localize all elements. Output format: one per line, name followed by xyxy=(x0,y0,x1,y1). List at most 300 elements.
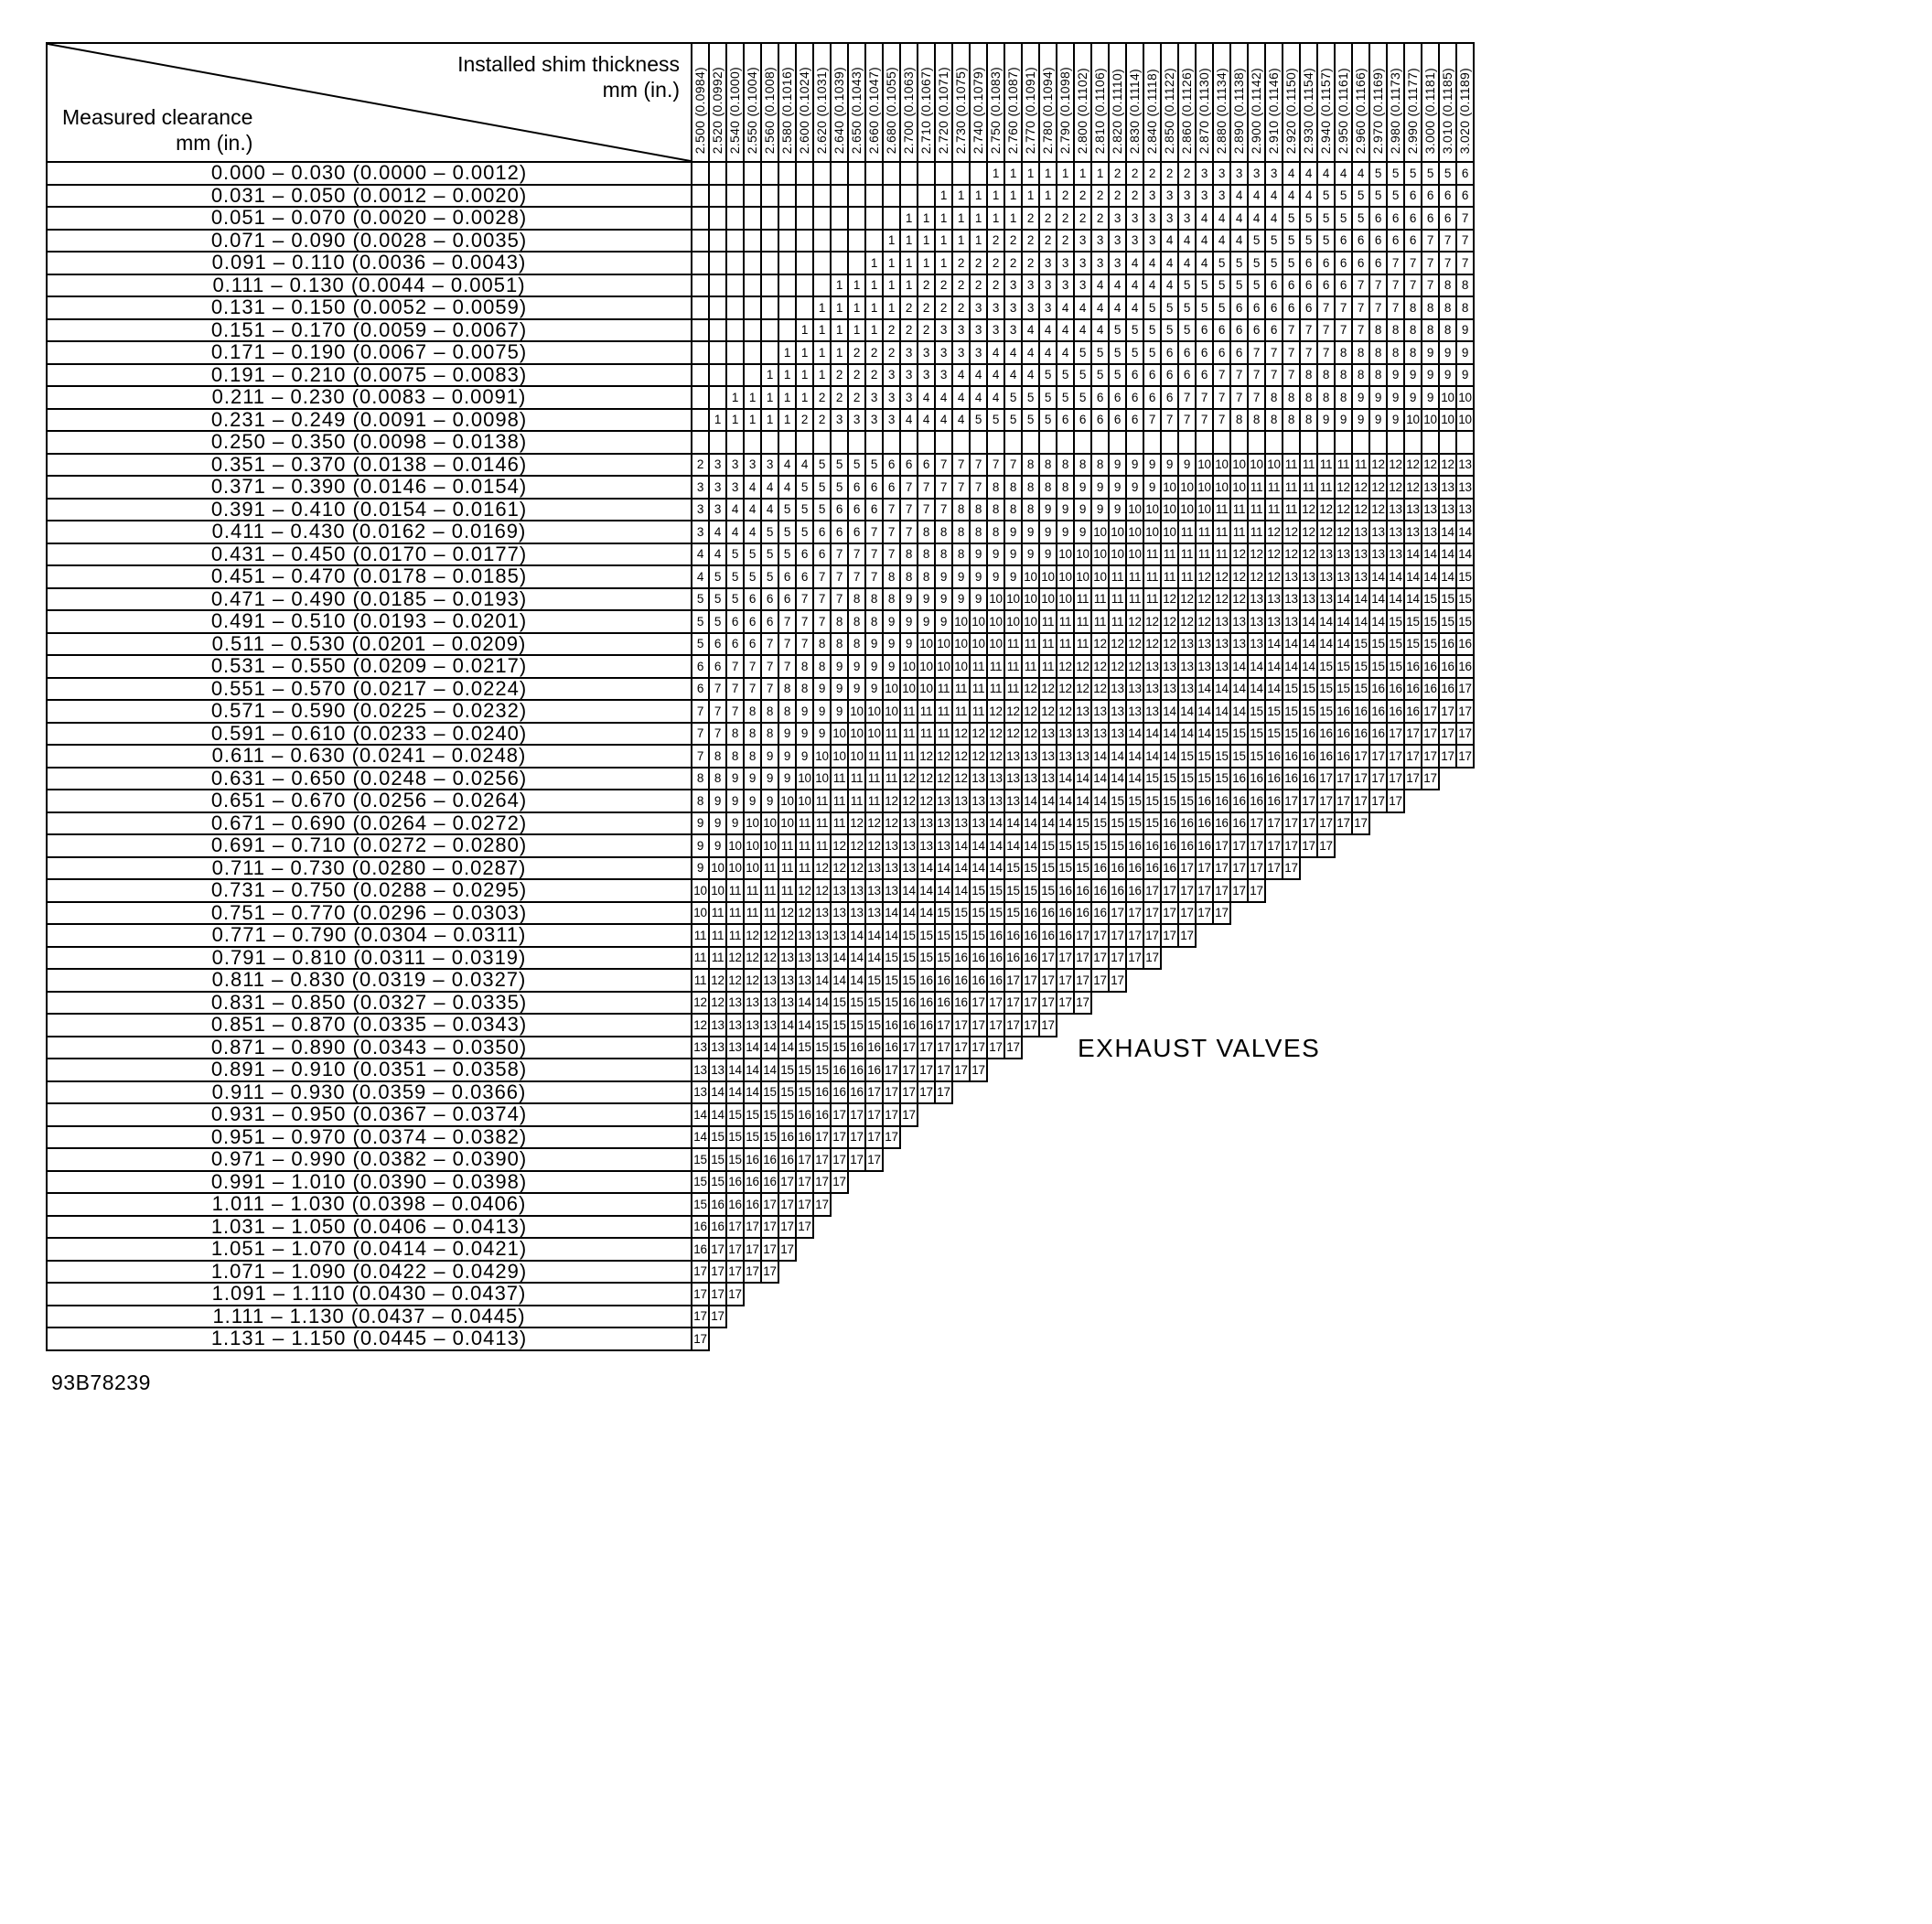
shim-number-cell: 12 xyxy=(1369,499,1387,521)
shim-number-cell: 16 xyxy=(1439,655,1456,678)
empty-region-cell xyxy=(813,1306,831,1328)
empty-region-cell xyxy=(1387,1014,1404,1037)
shim-number-cell: 13 xyxy=(1074,700,1091,723)
shim-number-cell: 12 xyxy=(970,745,987,768)
shim-number-cell: 16 xyxy=(918,969,935,992)
shim-number-cell: 4 xyxy=(1109,274,1126,297)
shim-number-cell: 17 xyxy=(1004,1037,1022,1059)
shim-number-cell xyxy=(848,162,865,185)
shim-number-cell: 7 xyxy=(709,700,726,723)
empty-region-cell xyxy=(1109,1081,1126,1104)
shim-number-cell: 7 xyxy=(935,476,952,499)
table-row xyxy=(47,409,1474,432)
empty-region-cell xyxy=(726,1306,744,1328)
table-row xyxy=(47,162,1474,185)
shim-number-cell: 11 xyxy=(726,879,744,902)
shim-number-cell: 15 xyxy=(1369,655,1387,678)
shim-number-cell: 12 xyxy=(848,834,865,857)
shim-number-cell: 10 xyxy=(796,768,813,790)
shim-number-cell: 17 xyxy=(1317,768,1335,790)
shim-number-cell: 12 xyxy=(1404,454,1422,477)
shim-number-cell: 8 xyxy=(1369,319,1387,342)
shim-number-cell xyxy=(1004,431,1022,454)
shim-thickness-header xyxy=(1456,43,1474,162)
empty-region-cell xyxy=(1369,1037,1387,1059)
shim-number-cell: 9 xyxy=(726,812,744,835)
shim-number-cell: 2 xyxy=(1039,230,1057,253)
shim-number-cell: 5 xyxy=(848,454,865,477)
shim-number-cell: 11 xyxy=(883,768,900,790)
shim-number-cell: 17 xyxy=(1352,768,1369,790)
shim-number-cell: 11 xyxy=(883,745,900,768)
empty-region-cell xyxy=(918,1126,935,1149)
shim-number-cell: 7 xyxy=(813,565,831,588)
shim-thickness-header xyxy=(1439,43,1456,162)
empty-region-cell xyxy=(1074,1327,1091,1350)
shim-number-cell xyxy=(1196,431,1213,454)
empty-region-cell xyxy=(1022,1306,1039,1328)
shim-number-cell: 9 xyxy=(1422,341,1439,364)
shim-number-cell: 10 xyxy=(813,745,831,768)
shim-number-cell: 15 xyxy=(1230,745,1248,768)
shim-number-cell: 15 xyxy=(935,947,952,970)
empty-region-cell xyxy=(1456,992,1474,1015)
empty-region-cell xyxy=(883,1216,900,1239)
shim-number-cell: 9 xyxy=(1387,386,1404,409)
shim-number-cell: 13 xyxy=(1335,543,1352,566)
empty-region-cell xyxy=(918,1306,935,1328)
shim-number-cell: 14 xyxy=(1022,834,1039,857)
shim-number-cell: 5 xyxy=(1300,207,1317,230)
empty-region-cell xyxy=(1213,1171,1230,1194)
shim-number-cell: 10 xyxy=(744,834,761,857)
shim-number-cell: 4 xyxy=(692,543,709,566)
empty-region-cell xyxy=(1352,1103,1369,1126)
shim-number-cell: 17 xyxy=(1404,745,1422,768)
shim-number-cell: 17 xyxy=(1161,902,1178,925)
empty-region-cell xyxy=(1369,1126,1387,1149)
shim-number-cell xyxy=(709,162,726,185)
shim-number-cell: 1 xyxy=(813,341,831,364)
shim-number-cell: 6 xyxy=(761,610,778,633)
empty-region-cell xyxy=(1022,1171,1039,1194)
shim-number-cell: 13 xyxy=(1178,655,1196,678)
shim-number-cell: 13 xyxy=(1213,655,1230,678)
shim-number-cell: 13 xyxy=(744,992,761,1015)
shim-number-cell: 16 xyxy=(1143,857,1161,880)
clearance-range-cell: 0.211 – 0.230 (0.0083 – 0.0091) xyxy=(47,386,692,409)
shim-number-cell: 6 xyxy=(709,633,726,656)
shim-number-cell xyxy=(744,364,761,387)
clearance-range-cell: 1.051 – 1.070 (0.0414 – 0.0421) xyxy=(47,1238,692,1261)
shim-number-cell: 13 xyxy=(1143,678,1161,701)
shim-thickness-header-text: 2.650 (0.1043) xyxy=(849,66,864,154)
shim-thickness-header-text: 2.620 (0.1031) xyxy=(814,66,829,154)
shim-number-cell: 16 xyxy=(1196,812,1213,835)
shim-number-cell xyxy=(726,207,744,230)
empty-region-cell xyxy=(1439,857,1456,880)
shim-thickness-header-text: 2.720 (0.1071) xyxy=(936,66,950,154)
shim-number-cell: 17 xyxy=(1283,812,1300,835)
shim-number-cell: 6 xyxy=(1422,185,1439,208)
shim-thickness-header-text: 2.870 (0.1130) xyxy=(1197,67,1211,154)
empty-region-cell xyxy=(1439,1238,1456,1261)
shim-number-cell: 17 xyxy=(1404,723,1422,746)
shim-number-cell: 15 xyxy=(1300,678,1317,701)
empty-region-cell xyxy=(1161,1283,1178,1306)
shim-number-cell: 15 xyxy=(726,1148,744,1171)
shim-number-cell xyxy=(796,274,813,297)
shim-number-cell: 16 xyxy=(744,1171,761,1194)
shim-number-cell: 14 xyxy=(883,902,900,925)
shim-number-cell: 1 xyxy=(1039,162,1057,185)
empty-region-cell xyxy=(1022,1059,1039,1081)
shim-thickness-header-text: 2.740 (0.1079) xyxy=(971,66,985,154)
shim-number-cell: 12 xyxy=(761,947,778,970)
shim-number-cell: 15 xyxy=(778,1059,796,1081)
shim-number-cell: 11 xyxy=(709,902,726,925)
shim-number-cell: 17 xyxy=(1404,768,1422,790)
shim-number-cell: 12 xyxy=(1074,678,1091,701)
shim-number-cell: 1 xyxy=(952,185,970,208)
empty-region-cell xyxy=(1422,834,1439,857)
shim-number-cell: 1 xyxy=(761,364,778,387)
shim-number-cell: 3 xyxy=(709,454,726,477)
shim-number-cell: 13 xyxy=(1387,499,1404,521)
shim-number-cell: 10 xyxy=(1161,499,1178,521)
shim-number-cell: 17 xyxy=(1178,924,1196,947)
shim-number-cell: 14 xyxy=(1422,543,1439,566)
shim-number-cell: 11 xyxy=(1126,565,1143,588)
shim-number-cell: 8 xyxy=(1369,364,1387,387)
shim-number-cell: 8 xyxy=(1039,454,1057,477)
shim-number-cell: 1 xyxy=(813,364,831,387)
shim-number-cell: 9 xyxy=(952,565,970,588)
empty-region-cell xyxy=(1230,1283,1248,1306)
shim-number-cell: 5 xyxy=(692,610,709,633)
shim-number-cell: 14 xyxy=(813,969,831,992)
shim-number-cell: 16 xyxy=(1004,947,1022,970)
installed-shim-thickness-line1: Installed shim thickness xyxy=(457,52,680,76)
shim-number-cell: 8 xyxy=(692,768,709,790)
shim-number-cell: 17 xyxy=(1369,790,1387,812)
shim-number-cell: 15 xyxy=(796,1059,813,1081)
shim-number-cell: 17 xyxy=(1091,924,1109,947)
shim-number-cell: 6 xyxy=(848,476,865,499)
shim-number-cell: 16 xyxy=(1196,834,1213,857)
empty-region-cell xyxy=(1022,1283,1039,1306)
shim-number-cell: 4 xyxy=(796,454,813,477)
empty-region-cell xyxy=(1456,1261,1474,1284)
shim-number-cell: 6 xyxy=(1161,364,1178,387)
shim-number-cell: 13 xyxy=(1439,499,1456,521)
shim-number-cell: 7 xyxy=(1196,386,1213,409)
shim-number-cell: 13 xyxy=(1283,565,1300,588)
clearance-range-cell: 0.571 – 0.590 (0.0225 – 0.0232) xyxy=(47,700,692,723)
shim-number-cell: 4 xyxy=(987,341,1004,364)
shim-number-cell: 5 xyxy=(1004,409,1022,432)
empty-region-cell xyxy=(1317,902,1335,925)
shim-number-cell: 12 xyxy=(918,790,935,812)
shim-number-cell: 13 xyxy=(778,969,796,992)
shim-number-cell: 14 xyxy=(709,1103,726,1126)
shim-number-cell: 9 xyxy=(987,565,1004,588)
shim-number-cell: 1 xyxy=(1022,185,1039,208)
empty-region-cell xyxy=(1439,1126,1456,1149)
shim-number-cell xyxy=(1057,431,1074,454)
shim-number-cell: 9 xyxy=(1387,364,1404,387)
empty-region-cell xyxy=(1143,1081,1161,1104)
shim-number-cell: 1 xyxy=(865,252,883,274)
shim-number-cell: 7 xyxy=(1300,341,1317,364)
shim-number-cell: 5 xyxy=(1317,207,1335,230)
shim-number-cell xyxy=(970,431,987,454)
shim-number-cell: 13 xyxy=(1352,565,1369,588)
shim-number-cell: 8 xyxy=(1439,319,1456,342)
shim-number-cell: 15 xyxy=(1317,700,1335,723)
shim-number-cell: 10 xyxy=(761,834,778,857)
table-row xyxy=(47,1103,1474,1126)
empty-region-cell xyxy=(1387,1103,1404,1126)
shim-number-cell: 2 xyxy=(987,252,1004,274)
shim-number-cell: 2 xyxy=(970,252,987,274)
shim-number-cell: 16 xyxy=(1422,678,1439,701)
shim-number-cell: 6 xyxy=(1143,386,1161,409)
empty-region-cell xyxy=(1178,1148,1196,1171)
shim-number-cell: 14 xyxy=(1074,768,1091,790)
shim-number-cell: 13 xyxy=(935,790,952,812)
shim-number-cell: 17 xyxy=(813,1148,831,1171)
shim-number-cell: 12 xyxy=(1317,521,1335,543)
empty-region-cell xyxy=(1196,969,1213,992)
shim-number-cell: 14 xyxy=(1317,633,1335,656)
shim-number-cell: 12 xyxy=(935,745,952,768)
shim-number-cell: 10 xyxy=(970,633,987,656)
shim-number-cell: 4 xyxy=(1126,274,1143,297)
shim-number-cell: 10 xyxy=(883,678,900,701)
table-row xyxy=(47,543,1474,566)
empty-region-cell xyxy=(1352,1261,1369,1284)
shim-number-cell: 17 xyxy=(831,1103,848,1126)
shim-number-cell: 15 xyxy=(1178,768,1196,790)
empty-region-cell xyxy=(831,1283,848,1306)
shim-number-cell: 3 xyxy=(1039,296,1057,319)
shim-number-cell: 12 xyxy=(918,768,935,790)
empty-region-cell xyxy=(1300,1261,1317,1284)
shim-number-cell: 10 xyxy=(1439,386,1456,409)
empty-region-cell xyxy=(1109,992,1126,1015)
shim-number-cell: 2 xyxy=(1091,207,1109,230)
shim-number-cell: 1 xyxy=(831,341,848,364)
shim-number-cell: 16 xyxy=(692,1216,709,1239)
shim-thickness-header xyxy=(952,43,970,162)
empty-region-cell xyxy=(1074,1193,1091,1216)
shim-number-cell: 8 xyxy=(900,565,918,588)
shim-number-cell: 17 xyxy=(1230,834,1248,857)
shim-number-cell: 7 xyxy=(1352,296,1369,319)
shim-number-cell: 10 xyxy=(796,790,813,812)
empty-region-cell xyxy=(1352,1059,1369,1081)
shim-number-cell: 9 xyxy=(848,678,865,701)
empty-region-cell xyxy=(1196,1014,1213,1037)
shim-number-cell: 15 xyxy=(813,1014,831,1037)
shim-number-cell: 6 xyxy=(918,454,935,477)
table-row xyxy=(47,857,1474,880)
shim-number-cell: 12 xyxy=(918,745,935,768)
shim-number-cell: 12 xyxy=(1178,588,1196,611)
shim-number-cell: 16 xyxy=(935,992,952,1015)
empty-region-cell xyxy=(1439,924,1456,947)
table-row xyxy=(47,1126,1474,1149)
empty-region-cell xyxy=(1004,1148,1022,1171)
shim-number-cell xyxy=(744,252,761,274)
empty-region-cell xyxy=(1422,1037,1439,1059)
shim-number-cell: 11 xyxy=(813,790,831,812)
shim-number-cell: 6 xyxy=(1439,207,1456,230)
empty-region-cell xyxy=(1230,1327,1248,1350)
shim-number-cell: 16 xyxy=(900,1014,918,1037)
empty-region-cell xyxy=(761,1327,778,1350)
empty-region-cell xyxy=(1404,969,1422,992)
empty-region-cell xyxy=(935,1238,952,1261)
shim-number-cell: 4 xyxy=(709,521,726,543)
shim-number-cell: 3 xyxy=(1057,274,1074,297)
shim-number-cell: 5 xyxy=(1369,162,1387,185)
shim-number-cell: 17 xyxy=(900,1059,918,1081)
empty-region-cell xyxy=(1004,1193,1022,1216)
shim-number-cell: 1 xyxy=(848,296,865,319)
shim-number-cell: 14 xyxy=(1439,543,1456,566)
shim-number-cell: 8 xyxy=(1335,341,1352,364)
shim-number-cell: 14 xyxy=(778,1014,796,1037)
shim-number-cell: 10 xyxy=(1196,476,1213,499)
shim-number-cell: 1 xyxy=(865,296,883,319)
shim-number-cell: 14 xyxy=(900,902,918,925)
empty-region-cell xyxy=(1387,1238,1404,1261)
shim-number-cell: 17 xyxy=(987,1014,1004,1037)
shim-number-cell: 17 xyxy=(1126,947,1143,970)
shim-number-cell: 4 xyxy=(761,499,778,521)
shim-number-cell: 9 xyxy=(1439,341,1456,364)
shim-number-cell: 8 xyxy=(848,633,865,656)
shim-number-cell: 14 xyxy=(1074,790,1091,812)
shim-number-cell: 1 xyxy=(918,207,935,230)
empty-region-cell xyxy=(1422,924,1439,947)
empty-region-cell xyxy=(1283,879,1300,902)
empty-region-cell xyxy=(1109,1193,1126,1216)
empty-region-cell xyxy=(1300,1306,1317,1328)
empty-region-cell xyxy=(1352,1327,1369,1350)
shim-number-cell: 9 xyxy=(1126,476,1143,499)
shim-number-cell: 17 xyxy=(692,1306,709,1328)
shim-number-cell: 15 xyxy=(831,1014,848,1037)
shim-number-cell: 2 xyxy=(970,274,987,297)
shim-number-cell: 6 xyxy=(1439,185,1456,208)
shim-number-cell: 4 xyxy=(1074,319,1091,342)
shim-number-cell: 4 xyxy=(1317,162,1335,185)
empty-region-cell xyxy=(952,1306,970,1328)
shim-number-cell: 8 xyxy=(796,678,813,701)
empty-region-cell xyxy=(1456,924,1474,947)
shim-number-cell: 13 xyxy=(831,879,848,902)
shim-number-cell: 9 xyxy=(918,588,935,611)
shim-number-cell: 7 xyxy=(1265,341,1283,364)
shim-number-cell: 13 xyxy=(1022,768,1039,790)
shim-number-cell: 10 xyxy=(865,700,883,723)
shim-number-cell: 16 xyxy=(1091,879,1109,902)
shim-thickness-header xyxy=(1022,43,1039,162)
shim-number-cell: 12 xyxy=(1300,499,1317,521)
empty-region-cell xyxy=(1074,1261,1091,1284)
shim-number-cell: 8 xyxy=(1004,476,1022,499)
shim-number-cell xyxy=(761,274,778,297)
shim-number-cell: 13 xyxy=(1422,499,1439,521)
empty-region-cell xyxy=(1422,1126,1439,1149)
shim-number-cell xyxy=(692,341,709,364)
shim-number-cell: 6 xyxy=(1335,274,1352,297)
empty-region-cell xyxy=(987,1193,1004,1216)
shim-number-cell: 4 xyxy=(1213,207,1230,230)
empty-region-cell xyxy=(1335,1193,1352,1216)
shim-number-cell: 6 xyxy=(1404,185,1422,208)
corner-cell xyxy=(47,43,692,162)
shim-number-cell: 9 xyxy=(1178,454,1196,477)
shim-number-cell: 3 xyxy=(1143,207,1161,230)
empty-region-cell xyxy=(952,1238,970,1261)
empty-region-cell xyxy=(1404,1306,1422,1328)
empty-region-cell xyxy=(900,1193,918,1216)
shim-number-cell: 11 xyxy=(726,902,744,925)
shim-number-cell: 11 xyxy=(1283,499,1300,521)
empty-region-cell xyxy=(1283,1103,1300,1126)
shim-number-cell: 14 xyxy=(1335,610,1352,633)
shim-number-cell: 16 xyxy=(1300,745,1317,768)
shim-number-cell: 6 xyxy=(744,633,761,656)
shim-number-cell: 16 xyxy=(709,1216,726,1239)
empty-region-cell xyxy=(1335,947,1352,970)
shim-number-cell: 14 xyxy=(987,857,1004,880)
shim-number-cell: 2 xyxy=(883,319,900,342)
shim-number-cell: 12 xyxy=(1300,521,1317,543)
clearance-range-cell: 0.191 – 0.210 (0.0075 – 0.0083) xyxy=(47,364,692,387)
shim-number-cell: 1 xyxy=(918,230,935,253)
shim-number-cell xyxy=(744,274,761,297)
shim-number-cell: 11 xyxy=(848,790,865,812)
empty-region-cell xyxy=(1248,1306,1265,1328)
empty-region-cell xyxy=(883,1171,900,1194)
shim-number-cell: 11 xyxy=(848,768,865,790)
empty-region-cell xyxy=(1213,1327,1230,1350)
shim-number-cell: 13 xyxy=(865,857,883,880)
shim-number-cell: 13 xyxy=(918,812,935,835)
shim-number-cell: 7 xyxy=(1317,319,1335,342)
shim-number-cell: 13 xyxy=(1300,565,1317,588)
shim-number-cell: 7 xyxy=(952,454,970,477)
shim-number-cell: 11 xyxy=(1230,499,1248,521)
shim-number-cell: 17 xyxy=(1300,790,1317,812)
shim-number-cell xyxy=(778,431,796,454)
shim-number-cell: 15 xyxy=(1265,700,1283,723)
empty-region-cell xyxy=(1057,1037,1074,1059)
shim-number-cell: 16 xyxy=(1439,633,1456,656)
shim-number-cell: 11 xyxy=(918,723,935,746)
shim-number-cell: 5 xyxy=(761,521,778,543)
shim-number-cell: 1 xyxy=(918,252,935,274)
empty-region-cell xyxy=(1404,790,1422,812)
shim-number-cell: 14 xyxy=(744,1037,761,1059)
shim-number-cell: 17 xyxy=(1248,834,1265,857)
shim-number-cell: 11 xyxy=(1161,543,1178,566)
